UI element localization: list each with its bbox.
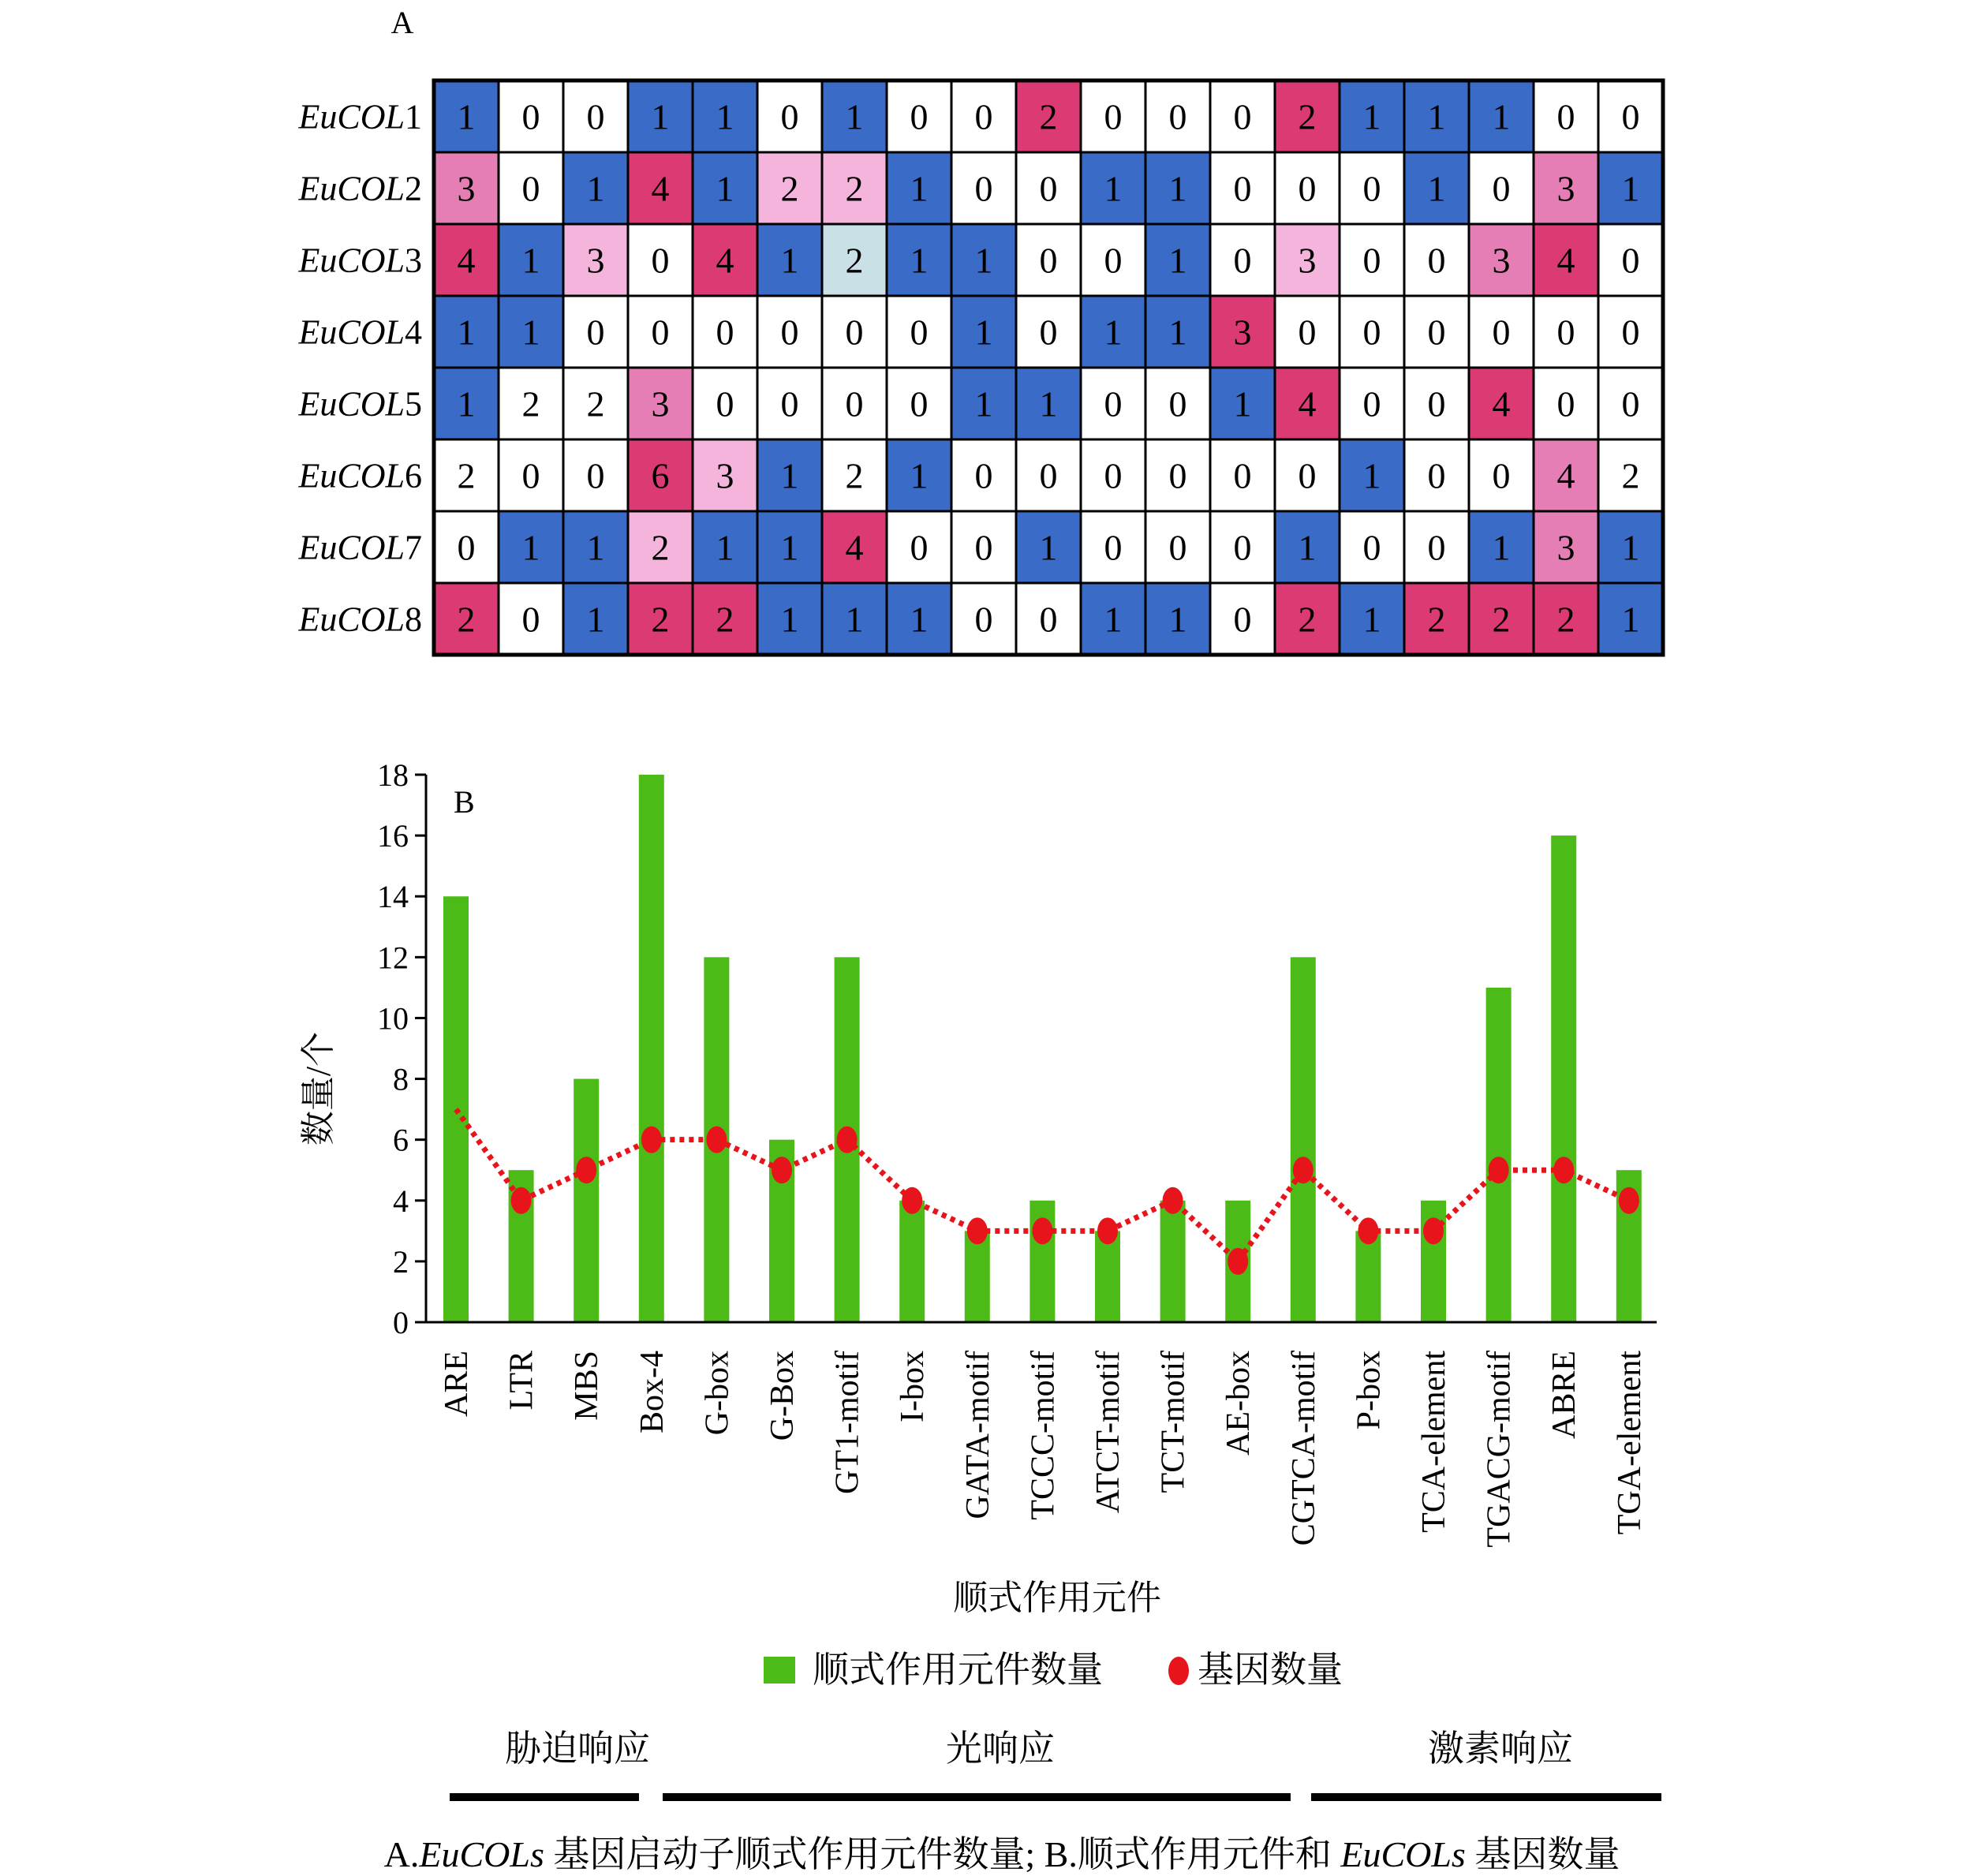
row-label-prefix: EuCOL	[298, 169, 405, 208]
heatmap-cell-value: 3	[1233, 312, 1252, 353]
bar	[1095, 1231, 1120, 1322]
heatmap-cell-value: 0	[1492, 168, 1511, 209]
heatmap-cell-value: 1	[910, 168, 929, 209]
line-point	[772, 1157, 792, 1183]
heatmap-cell-value: 1	[1621, 599, 1640, 640]
heatmap-cell-value: 2	[1427, 599, 1446, 640]
y-tick-label: 12	[377, 940, 409, 976]
bar	[1160, 1201, 1186, 1322]
heatmap-cell-value: 0	[1427, 383, 1446, 424]
heatmap-cell-value: 0	[1233, 455, 1252, 496]
group-label-hormone: 激素响应	[1428, 1728, 1573, 1769]
heatmap-cell-value: 0	[1492, 312, 1511, 353]
x-tick-label: ABRE	[1546, 1351, 1583, 1440]
heatmap-cell-value: 3	[1556, 527, 1575, 568]
x-tick-label: TGA-element	[1611, 1351, 1648, 1535]
heatmap-cell-value: 2	[521, 383, 540, 424]
heatmap-cell-value: 0	[1362, 527, 1381, 568]
heatmap-cell-value: 0	[1039, 599, 1058, 640]
heatmap-cell-value: 0	[974, 96, 993, 137]
heatmap-cell-value: 1	[651, 96, 670, 137]
row-label-number: 3	[405, 241, 422, 280]
bar	[1291, 957, 1316, 1322]
bar	[1486, 988, 1512, 1322]
row-label-number: 4	[405, 312, 422, 352]
heatmap-cell-value: 0	[1556, 96, 1575, 137]
heatmap-cell-value: 1	[1621, 168, 1640, 209]
heatmap-cell-value: 0	[521, 168, 540, 209]
heatmap-cell-value: 0	[1492, 455, 1511, 496]
row-label-number: 6	[405, 456, 422, 495]
heatmap-cell-value: 1	[1492, 527, 1511, 568]
y-axis-title: 数量/个	[299, 1031, 338, 1146]
heatmap-cell-value: 3	[1492, 240, 1511, 281]
x-tick-label: P-box	[1351, 1351, 1388, 1430]
heatmap-cell-value: 0	[521, 599, 540, 640]
heatmap-cell-value: 1	[1362, 96, 1381, 137]
heatmap-cell-value: 0	[1621, 383, 1640, 424]
x-tick-label: TCA-element	[1416, 1351, 1452, 1533]
heatmap-cell-value: 1	[974, 383, 993, 424]
heatmap-cell-value: 1	[1362, 599, 1381, 640]
heatmap-cell-value: 0	[845, 312, 864, 353]
y-tick-label: 16	[377, 818, 409, 854]
y-tick-label: 6	[393, 1122, 409, 1158]
line-point	[511, 1187, 532, 1214]
heatmap-cell-value: 1	[974, 240, 993, 281]
x-axis-tick-labels	[439, 1351, 1648, 1548]
heatmap-cell-value: 1	[1233, 383, 1252, 424]
heatmap-cell-value: 0	[780, 383, 799, 424]
heatmap-cell-value: 0	[974, 599, 993, 640]
heatmap-cell-value: 0	[1621, 312, 1640, 353]
x-tick-label: TGACG-motif	[1481, 1351, 1518, 1548]
heatmap-cell-value: 1	[1104, 312, 1123, 353]
heatmap-cell-value: 0	[1427, 312, 1446, 353]
heatmap-cell-value: 0	[1233, 240, 1252, 281]
x-tick-label: GT1-motif	[829, 1351, 866, 1494]
heatmap-cell-value: 1	[780, 455, 799, 496]
heatmap-cell-value: 0	[780, 312, 799, 353]
row-label-number: 2	[405, 169, 422, 208]
heatmap-cell-value: 0	[974, 168, 993, 209]
bar	[1355, 1231, 1381, 1322]
row-label-prefix: EuCOL	[298, 456, 405, 495]
heatmap-cell-value: 1	[1362, 455, 1381, 496]
row-label-prefix: EuCOL	[298, 528, 405, 567]
heatmap-cell-value: 0	[1362, 312, 1381, 353]
heatmap-cell-value: 4	[457, 240, 476, 281]
bar	[639, 775, 664, 1322]
heatmap-cell-value: 0	[910, 96, 929, 137]
heatmap-cell-value: 1	[780, 527, 799, 568]
figure-caption	[384, 1834, 1620, 1874]
legend-bar-swatch	[764, 1657, 795, 1684]
heatmap-cell-value: 0	[586, 455, 605, 496]
line-point	[706, 1127, 727, 1153]
heatmap-cell-value: 0	[586, 312, 605, 353]
heatmap-cell-value: 3	[1298, 240, 1317, 281]
group-label-stress: 胁迫响应	[505, 1728, 650, 1769]
heatmap-cell-value: 1	[780, 240, 799, 281]
heatmap-cell-value: 1	[1621, 527, 1640, 568]
heatmap-cell-value: 0	[716, 383, 734, 424]
heatmap-cell-value: 1	[1492, 96, 1511, 137]
heatmap-cell-value: 0	[1362, 168, 1381, 209]
heatmap-cell-value: 0	[1556, 383, 1575, 424]
bar	[899, 1201, 925, 1322]
heatmap-cell-value: 0	[910, 383, 929, 424]
heatmap-cell-value: 2	[716, 599, 734, 640]
heatmap-cell-value: 0	[1168, 96, 1187, 137]
heatmap-cell-value: 0	[1104, 527, 1123, 568]
heatmap-cell-value: 2	[1298, 599, 1317, 640]
x-tick-label: CGTCA-motif	[1285, 1351, 1322, 1546]
heatmap-cell-value: 1	[1298, 527, 1317, 568]
caption-a-text: 基因启动子顺式作用元件数量; B.顺式作用元件和	[544, 1834, 1341, 1874]
heatmap-cell-value: 0	[716, 312, 734, 353]
row-label-number: 8	[405, 600, 422, 639]
heatmap-cell-value: 3	[716, 455, 734, 496]
panel-b-label: B	[454, 784, 475, 820]
heatmap-cell-value: 0	[1362, 240, 1381, 281]
heatmap-cell-value: 1	[1039, 527, 1058, 568]
bar	[1551, 835, 1576, 1322]
heatmap-cell-value: 0	[1168, 455, 1187, 496]
line-point	[1619, 1187, 1639, 1214]
line-point	[576, 1157, 596, 1183]
bar	[574, 1079, 599, 1322]
heatmap-cell-value: 0	[1168, 527, 1187, 568]
x-tick-label: GATA-motif	[959, 1351, 996, 1519]
heatmap-cell-value: 0	[651, 312, 670, 353]
heatmap-cell-value: 0	[1039, 168, 1058, 209]
heatmap-cell-value: 2	[1039, 96, 1058, 137]
x-tick-label: MBS	[569, 1351, 606, 1421]
heatmap-cell-value: 1	[521, 240, 540, 281]
row-label	[298, 529, 422, 567]
line-point	[1293, 1157, 1314, 1183]
row-label	[298, 385, 422, 424]
row-label-prefix: EuCOL	[298, 312, 405, 352]
y-axis-ticks	[377, 757, 426, 1340]
heatmap-cell-value: 4	[1556, 455, 1575, 496]
line-point	[1163, 1187, 1183, 1214]
heatmap-cell-value: 4	[651, 168, 670, 209]
y-tick-label: 14	[377, 879, 409, 915]
group-label-light: 光响应	[946, 1728, 1055, 1769]
heatmap-cell-value: 0	[457, 527, 476, 568]
heatmap-cell-value: 0	[1427, 455, 1446, 496]
heatmap-cell-value: 2	[457, 599, 476, 640]
heatmap-cell-value: 1	[845, 96, 864, 137]
heatmap-cell-value: 1	[1168, 168, 1187, 209]
heatmap-cell-value: 0	[1104, 455, 1123, 496]
heatmap-cell-value: 1	[1168, 240, 1187, 281]
row-label	[298, 313, 422, 352]
heatmap-cell-value: 2	[586, 383, 605, 424]
line-point	[1423, 1217, 1444, 1244]
heatmap-cell-value: 0	[910, 527, 929, 568]
line-point	[1032, 1217, 1052, 1244]
heatmap-cell-value: 1	[1104, 599, 1123, 640]
heatmap-cell-value: 1	[1427, 168, 1446, 209]
heatmap-cell-value: 0	[1298, 168, 1317, 209]
y-tick-label: 4	[393, 1183, 409, 1219]
category-groups	[450, 1728, 1661, 1797]
heatmap-cell-value: 1	[845, 599, 864, 640]
heatmap-cell-value: 0	[1104, 383, 1123, 424]
x-axis-title: 顺式作用元件	[953, 1579, 1161, 1617]
line-point	[1228, 1248, 1248, 1275]
caption-a-prefix: A.	[383, 1834, 420, 1874]
row-label	[298, 457, 422, 495]
x-tick-label: ARE	[439, 1351, 475, 1417]
heatmap-cell-value: 2	[845, 240, 864, 281]
heatmap-cell-value: 3	[457, 168, 476, 209]
heatmap-cell-value: 4	[845, 527, 864, 568]
x-tick-label: G-Box	[764, 1351, 801, 1441]
heatmap-cell-value: 0	[1621, 96, 1640, 137]
heatmap-cell-value: 0	[1168, 383, 1187, 424]
heatmap-cell-value: 1	[910, 599, 929, 640]
heatmap-cell-value: 0	[1104, 96, 1123, 137]
heatmap-cell-value: 3	[1556, 168, 1575, 209]
heatmap-cell-value: 1	[1427, 96, 1446, 137]
x-tick-label: G-box	[699, 1351, 736, 1436]
heatmap-cell-value: 2	[1298, 96, 1317, 137]
heatmap-cell-value: 1	[910, 455, 929, 496]
legend-bar-label: 顺式作用元件数量	[813, 1650, 1103, 1690]
row-label-prefix: EuCOL	[298, 600, 405, 639]
heatmap-cell-value: 1	[1104, 168, 1123, 209]
line-point	[1489, 1157, 1509, 1183]
y-tick-label: 10	[377, 1000, 409, 1037]
row-label-prefix: EuCOL	[298, 384, 405, 424]
row-label	[298, 241, 422, 280]
heatmap-cell-value: 0	[651, 240, 670, 281]
heatmap-cell-value: 0	[1556, 312, 1575, 353]
row-label-prefix: EuCOL	[298, 97, 405, 136]
heatmap-cell-value: 1	[1039, 383, 1058, 424]
caption-b-italic: EuCOLs	[1340, 1834, 1466, 1874]
line-point	[837, 1127, 858, 1153]
heatmap-cell-value: 2	[651, 527, 670, 568]
y-tick-label: 2	[393, 1243, 409, 1280]
heatmap-cell-value: 2	[1556, 599, 1575, 640]
heatmap-cell-value: 0	[1362, 383, 1381, 424]
heatmap-cell-value: 4	[716, 240, 734, 281]
heatmap-cell-value: 1	[586, 527, 605, 568]
row-label	[298, 600, 422, 639]
heatmap-cell-value: 2	[1621, 455, 1640, 496]
heatmap-cell-value: 0	[974, 455, 993, 496]
heatmap-cell-value: 2	[845, 168, 864, 209]
heatmap-cell-value: 0	[521, 96, 540, 137]
heatmap-cell-value: 4	[1298, 383, 1317, 424]
heatmap-cell-value: 1	[716, 168, 734, 209]
x-tick-label: TCT-motif	[1155, 1351, 1192, 1493]
heatmap-cell-value: 1	[716, 527, 734, 568]
heatmap-cell-value: 2	[845, 455, 864, 496]
heatmap-cell-value: 0	[1427, 240, 1446, 281]
caption-b-text: 基因数量	[1465, 1834, 1620, 1874]
line-point	[967, 1217, 988, 1244]
heatmap-cell-value: 0	[1039, 312, 1058, 353]
heatmap-cell-value: 1	[457, 383, 476, 424]
heatmap-cell-value: 1	[910, 240, 929, 281]
heatmap-cell-value: 3	[651, 383, 670, 424]
legend-line-swatch	[1168, 1657, 1189, 1685]
heatmap-cell-value: 2	[1492, 599, 1511, 640]
heatmap-cell-value: 4	[1492, 383, 1511, 424]
heatmap-cell-value: 0	[586, 96, 605, 137]
bar	[965, 1231, 990, 1322]
heatmap-cell-value: 0	[521, 455, 540, 496]
heatmap-cell-value: 2	[780, 168, 799, 209]
heatmap-cell-value: 2	[457, 455, 476, 496]
heatmap-cell-value: 0	[1233, 96, 1252, 137]
heatmap-cell-value: 3	[586, 240, 605, 281]
heatmap-cell-value: 0	[780, 96, 799, 137]
heatmap-cell-value: 0	[1039, 240, 1058, 281]
x-tick-label: LTR	[503, 1351, 540, 1411]
x-tick-label: TCCC-motif	[1025, 1351, 1062, 1520]
heatmap-cell-value: 1	[974, 312, 993, 353]
heatmap-cell-value: 1	[780, 599, 799, 640]
x-tick-label: AE-box	[1220, 1351, 1257, 1456]
x-tick-label: Box-4	[633, 1351, 671, 1433]
heatmap-cell-value: 0	[845, 383, 864, 424]
heatmap-cell-value: 2	[651, 599, 670, 640]
y-tick-label: 0	[393, 1305, 409, 1340]
heatmap-cell-value: 4	[1556, 240, 1575, 281]
line-point	[641, 1127, 662, 1153]
heatmap	[298, 80, 1663, 655]
heatmap-cell-value: 1	[1168, 312, 1187, 353]
heatmap-cell-value: 0	[1233, 527, 1252, 568]
heatmap-cell-value: 0	[1298, 455, 1317, 496]
heatmap-cell-value: 0	[1298, 312, 1317, 353]
line-point	[1358, 1217, 1378, 1244]
panel-a-label: A	[390, 5, 414, 40]
heatmap-cell-value: 1	[521, 527, 540, 568]
legend-line-label: 基因数量	[1198, 1650, 1343, 1690]
row-label-prefix: EuCOL	[298, 241, 405, 280]
heatmap-cell-value: 1	[586, 599, 605, 640]
heatmap-cell-value: 1	[457, 96, 476, 137]
row-label-number: 5	[405, 384, 422, 424]
heatmap-cell-value: 0	[1621, 240, 1640, 281]
row-label	[298, 98, 422, 136]
heatmap-cell-value: 0	[1233, 599, 1252, 640]
heatmap-cell-value: 0	[1233, 168, 1252, 209]
x-tick-label: ATCT-motif	[1090, 1351, 1127, 1514]
row-label-number: 7	[405, 528, 422, 567]
caption-a-italic: EuCOLs	[419, 1834, 544, 1874]
heatmap-cell-value: 0	[974, 527, 993, 568]
heatmap-cell-value: 6	[651, 455, 670, 496]
heatmap-cell-value: 0	[910, 312, 929, 353]
heatmap-cell-value: 1	[586, 168, 605, 209]
heatmap-cell-value: 0	[1104, 240, 1123, 281]
line-point	[1553, 1157, 1574, 1183]
row-label-number: 1	[405, 97, 422, 136]
y-tick-label: 8	[393, 1061, 409, 1097]
x-tick-label: I-box	[895, 1351, 932, 1422]
line-bar-chart	[299, 757, 1657, 1690]
line-point	[902, 1187, 922, 1214]
heatmap-cell-value: 0	[1039, 455, 1058, 496]
line-point	[1097, 1217, 1118, 1244]
heatmap-cell-value: 1	[1168, 599, 1187, 640]
heatmap-cell-value: 1	[457, 312, 476, 353]
heatmap-cell-value: 1	[716, 96, 734, 137]
heatmap-cell-value: 1	[521, 312, 540, 353]
row-label	[298, 170, 422, 208]
y-tick-label: 18	[377, 757, 409, 793]
heatmap-cell-value: 0	[1427, 527, 1446, 568]
